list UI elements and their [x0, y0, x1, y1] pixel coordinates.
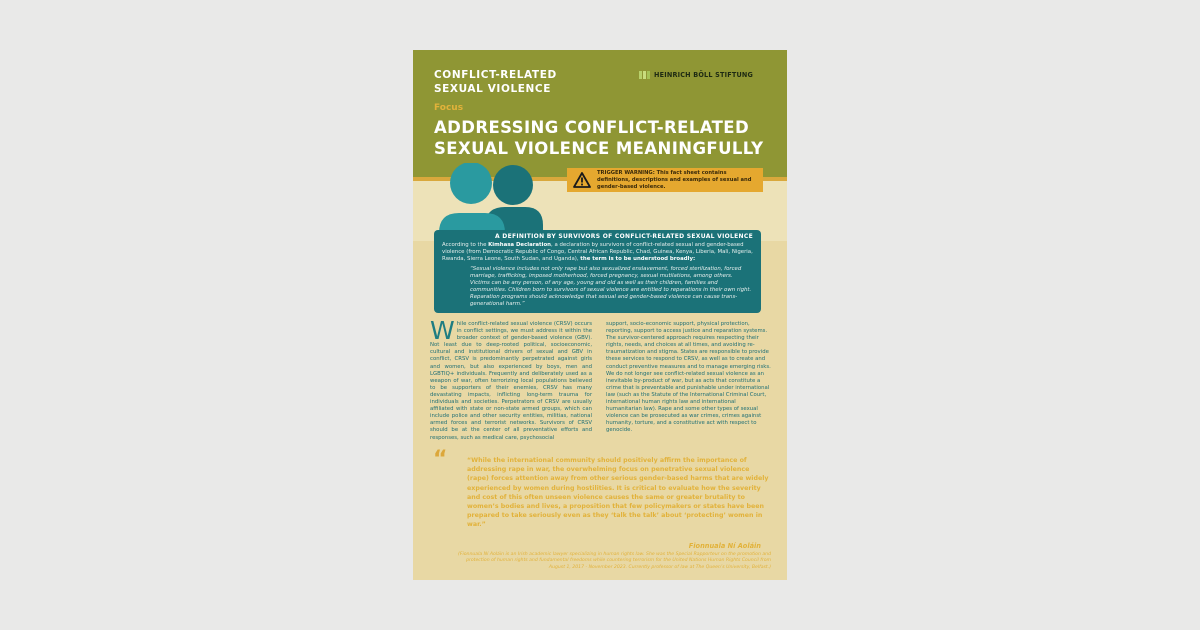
- definition-heading: A DEFINITION BY SURVIVORS OF CONFLICT-RELATED SEXUAL VIOLENCE: [494, 233, 753, 240]
- definition-box: [434, 230, 761, 313]
- foundation-logo: [639, 70, 753, 79]
- page-title: ADDRESSING CONFLICT-RELATED SEXUAL VIOLENCE MEANINGFULLY: [434, 118, 764, 158]
- fact-sheet-page: [413, 50, 787, 580]
- body-column-1: While conflict-related sexual violence (CRSV) occurs in conflict settings, we must address it within the broader context of gender-based violence (GBV). Not least due to deep-rooted political, socioeconomic, cultural and institutional drivers of sexual and GBV in conflict, CRSV is predominantly perpetrated against girls and women, but also experienced by boys, men and LGBTIQ+ individuals. Frequently and deliberately used as a weapon of war, often terrorizing local populations believed to be supporters of their enemies, CRSV has many devastating impacts, inflicting long-term trauma for individuals and societies. Perpetrators of CRSV are usually affiliated with state or non-state armed groups, which can include police and other security entities, militias, national armed forces and terrorist networks. Survivors of CRSV should be at the center of all preventative efforts and responses, such as medical care, psychosocial: [430, 316, 593, 441]
- warning-triangle-icon: [573, 172, 591, 188]
- quote-author-bio: (Fionnuala Ní Aoláin is an Irish academic lawyer specializing in human rights law. She was the Special Rapporteur on the promotion and protection of human rights and fundamental freedoms while countering terrorism for the United Nations Human Rights Council from August 1, 2017 - November 2023. Currently professor of law at The Queen’s University, Belfast.): [458, 552, 771, 570]
- header-banner: [413, 50, 787, 177]
- definition-intro: According to the Kimhasa Declaration, a declaration by survivors of conflict-related sexual and gender-based violence (from Democratic Republic of Congo, Central African Republic, Chad, Guinea, Kenya, Liberia, Mali, Nigeria, Rwanda, Sierra Leone, South Sudan, and Uganda), the term is to be understood broadly:: [442, 242, 753, 262]
- trigger-warning-text: TRIGGER WARNING: This fact sheet contains definitions, descriptions and examples of sexual and gender-based violence.: [597, 169, 752, 190]
- body-text: [430, 316, 772, 446]
- pull-quote: “While the international community should positively affirm the importance of addressing rape in war, the overwhelming focus on penetrative sexual violence (rape) forces attention away from other serious gender-based harms that are widely experienced by women during hostilities. It is critical to evaluate how the severity and cost of this often unseen violence causes the same or greater brutality to women’s bodies and lives, a proposition that few policymakers or states have been prepared to take seriously even as they ‘talk the talk’ about ‘protecting’ women in war.”: [467, 457, 769, 529]
- quote-mark-icon: “: [433, 447, 448, 472]
- quote-author: Fionnuala Ní Aoláin: [688, 542, 761, 550]
- trigger-warning-banner: [567, 168, 763, 192]
- kicker-label: Focus: [434, 103, 464, 113]
- logo-bars-icon: [639, 71, 650, 79]
- definition-quote: “Sexual violence includes not only rape but also sexualized enslavement, forced sterilization, forced marriage, trafficking, imposed motherhood, forced pregnancy, sexual mutilations, among others. Victims can be any person, of any age, young and old as well as their children, families and communities. Children born to survivors of sexual violence are entitled to reparations in their own right. Reparation programs should acknowledge that sexual and gender-based violence can cause trans-generational harm.”: [470, 266, 752, 307]
- series-title: CONFLICT-RELATED SEXUAL VIOLENCE: [434, 69, 557, 95]
- body-column-2: support, socio-economic support, physical protection, reporting, support to access justice and reparation systems. The survivor-centered approach requires respecting their rights, needs, and choices at all times, and avoiding re-traumatization and stigma. States are responsible to provide these services to respond to CRSV, as well as to create and conduct preventive measures and to manage emerging risks. We do not longer see conflict-related sexual violence as an inevitable by-product of war, but as acts that constitute a crime that is preventable and punishable under international law (such as the Statute of the International Criminal Court, international human rights law and international humanitarian law). Rape and some other types of sexual violence can be prosecuted as war crimes, crimes against humanity, torture, and a constitutive act with respect to genocide.: [606, 321, 771, 434]
- logo-text: HEINRICH BÖLL STIFTUNG: [654, 70, 754, 79]
- drop-cap: W: [430, 316, 455, 345]
